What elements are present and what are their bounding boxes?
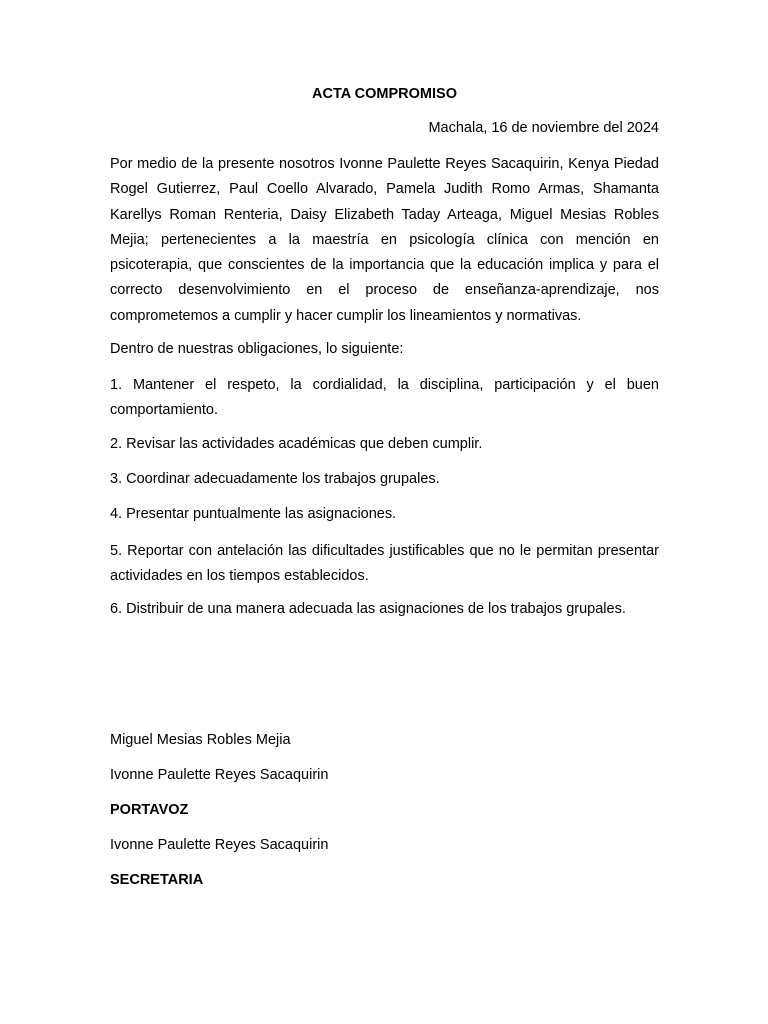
obligation-item: 6. Distribuir de una manera adecuada las asignaciones de los trabajos grupales.: [110, 601, 626, 618]
document-title: ACTA COMPROMISO: [312, 86, 457, 102]
signer-name: Ivonne Paulette Reyes Sacaquirin: [110, 767, 329, 783]
obligations-heading: Dentro de nuestras obligaciones, lo siguiente:: [110, 341, 404, 358]
signatures-block: [110, 730, 659, 905]
obligation-item: 4. Presentar puntualmente las asignaciones.: [110, 505, 397, 522]
obligation-item: 1. Mantener el respeto, la cordialidad, la disciplina, participación y el buen comportamiento.: [110, 377, 659, 419]
signer-name: Ivonne Paulette Reyes Sacaquirin: [110, 837, 329, 853]
obligation-item: 3. Coordinar adecuadamente los trabajos grupales.: [110, 470, 440, 487]
obligation-item: 2. Revisar las actividades académicas que deben cumplir.: [110, 435, 483, 452]
obligations-list: [110, 373, 659, 619]
signer-name: Miguel Mesias Robles Mejia: [110, 732, 291, 748]
document-body: [110, 84, 659, 634]
obligation-item: 5. Reportar con antelación las dificultades justificables que no le permitan presentar actividades en los tiempos establecidos.: [110, 542, 659, 584]
document-date: Machala, 16 de noviembre del 2024: [428, 120, 659, 136]
signer-role: SECRETARIA: [110, 872, 204, 888]
signer-role: PORTAVOZ: [110, 802, 189, 818]
intro-paragraph: Por medio de la presente nosotros Ivonne Paulette Reyes Sacaquirin, Kenya Piedad Rogel Gutierrez, Paul Coello Alvarado, Pamela Judith Romo Armas, Shamanta Karellys Roman Renteria, Daisy Elizabeth Taday Arteaga, Miguel Mesias Robles Mejia; pertenecientes a la maestría en psicología clínica con mención en psicoterapia, que conscientes de la importancia que la educación implica y para el correcto desenvolvimiento en el proceso de enseñanza-aprendizaje, nos comprometemos a cumplir y hacer cumplir los lineamientos y normativas.: [110, 156, 659, 324]
